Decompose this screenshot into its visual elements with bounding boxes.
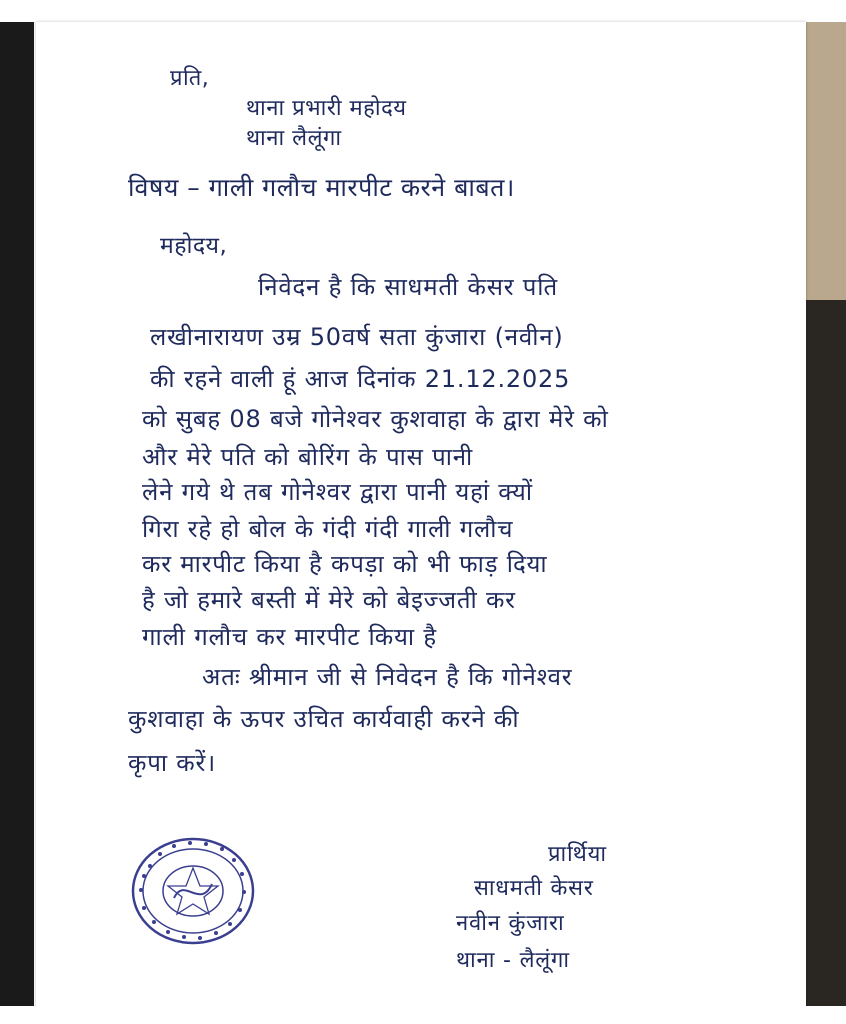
background-bottom [0,1006,846,1024]
background-right-top [770,0,846,22]
addressee-prefix: प्रति, [170,66,210,91]
addressee-line-1: थाना प्रभारी महोदय [246,96,407,121]
signature-station: थाना - लैलूंगा [456,948,570,973]
body-line: कर मारपीट किया है कपड़ा को भी फाड़ दिया [142,550,548,578]
closing-line: कृपा करें। [128,749,217,777]
body-line: की रहने वाली हूं आज दिनांक 21.12.2025 [150,365,571,393]
background-left [0,0,34,1024]
body-line: और मेरे पति को बोरिंग के पास पानी [142,443,474,471]
signature-name: साधमती केसर [474,876,594,901]
salutation: महोदय, [160,233,228,259]
signature-label: प्रार्थिया [548,842,607,867]
subject-line: विषय – गाली गलौच मारपीट करने बाबत। [128,173,515,202]
body-line: गाली गलौच कर मारपीट किया है [142,623,437,651]
body-line: गिरा रहे हो बोल के गंदी गंदी गाली गलौच [142,515,514,543]
official-seal [130,836,256,946]
addressee-line-2: थाना लैलूंगा [246,126,342,151]
body-line: लेने गये थे तब गोनेश्वर द्वारा पानी यहां क्यों [142,478,533,506]
body-line: को सुबह 08 बजे गोनेश्वर कुशवाहा के द्वारा मेरे को [142,405,609,433]
closing-line: अतः श्रीमान जी से निवेदन है कि गोनेश्वर [202,663,573,691]
signature-village: नवीन कुंजारा [456,911,565,936]
closing-line: कुशवाहा के ऊपर उचित कार्यवाही करने की [128,705,520,733]
body-line: निवेदन है कि साधमती केसर पति [258,273,558,301]
background-left-top [0,0,34,22]
body-line: है जो हमारे बस्ती में मेरे को बेइज्जती कर [142,586,516,614]
body-line: लखीनारायण उम्र 50वर्ष सता कुंजारा (नवीन) [150,323,564,351]
